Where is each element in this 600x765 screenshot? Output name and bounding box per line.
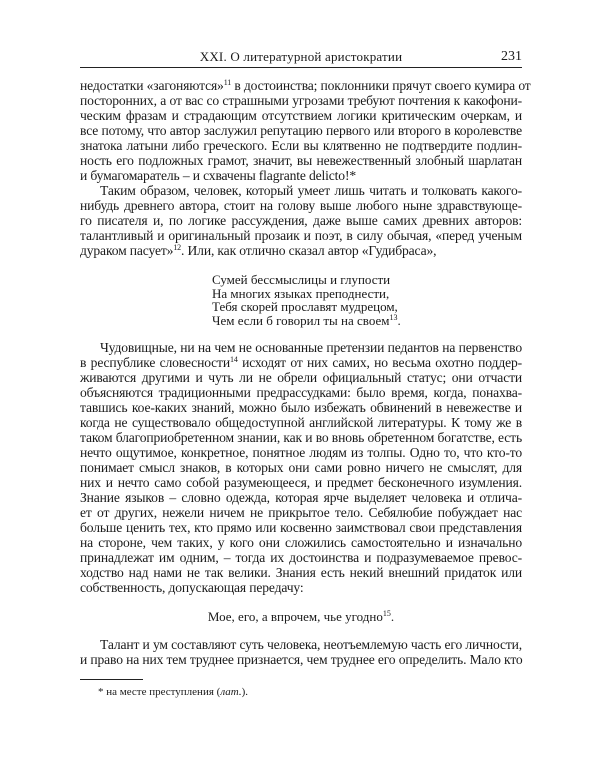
text-line [80,123,522,138]
text: . Или, как отлично сказал автор «Гудибраса», [181,243,437,258]
text: ходство над нами не так велики. Знания есть некий внешний придаток или [80,565,522,580]
text: и право на них тем труднее признается, чем труднее его определить. Мало кто [80,652,523,667]
text-line [80,637,522,652]
verse-line [212,287,401,301]
footnote-rule [80,679,143,680]
text-line [80,370,522,385]
text-line [80,400,522,415]
text-line [80,475,522,490]
text-line [80,385,522,400]
text-line [80,535,522,550]
text: все потому, что автор заслужил репутацию первого или второго в королевстве [80,123,522,138]
text: живаются другими и чуть ли не обрели официальный статус; они отчасти [80,370,522,385]
text-line [80,243,522,258]
text: ет от других, нежели ничем не прикрытое тело. Себялюбие побуждает нас [80,505,522,520]
verse-line [212,314,401,328]
paragraph-3 [80,340,522,595]
footnote-ref: 12 [173,243,182,252]
chapter-title: XXI. О литературной аристократии [199,49,403,64]
text: . [397,312,401,328]
text-line [80,340,522,355]
text-line [80,78,531,93]
text-line [80,580,522,595]
paragraph-1 [80,78,531,183]
text: знатока латыни либо греческого. Если вы клятвенно не подтвердите подлин- [80,138,522,153]
text: Талант и ум составляют суть человека, неотъемлемую часть его личности, [100,637,522,652]
text-line [80,430,522,445]
page-number: 231 [501,49,522,64]
text-line [80,355,522,370]
text-line [80,565,522,580]
footnote-ref: 14 [229,355,238,364]
text: них и нечто само собой разумеющееся, и предмет бесконечного изумления. [80,475,522,490]
verse-line [212,300,401,314]
text: . [390,609,395,624]
text-line [80,198,522,213]
verse-quote [212,273,401,327]
text: собственность, допускающая передачу: [80,580,304,595]
text: на стороне, чем таких, у кого они сложились самостоятельно и изначально [80,535,522,550]
text: объясняются традиционными предрассудками: было время, когда, понахва- [80,385,522,400]
footnote-ref: 11 [223,78,232,87]
text: талантливый и оригинальный прозаик и поэт, в силу обычая, «перед ученым [80,228,522,243]
text: когда не существовало общедоступной английской литературы. К тому же в [80,415,522,430]
text: Чудовищные, ни на чем не основанные претензии педантов на первенство [100,340,522,355]
text-line [80,108,522,123]
text-line [80,520,522,535]
text-line [80,505,522,520]
text-line [80,168,522,183]
text: посторонних, а от вас со страшными угрозами требуют почтения к какофони- [80,93,522,108]
text: недостатки «загоняются» [80,78,224,93]
text-line [80,550,522,565]
text: больше ценить тех, кто прямо или косвенно заимствовал свои представления [80,520,522,535]
text-line [80,183,522,198]
text-line [80,153,522,168]
footnote-abbr: лат. [220,686,242,698]
text: го писателя и, по логике рассуждения, даже выше самих древних авторов: [80,213,522,228]
text: нечто ощутимое, конкретное, понятное людям из толпы. Одно то, что кто-то [80,445,522,460]
text: Чем если б говорил ты на своем [212,312,390,328]
text: ность его подложных грамот, значит, вы невежественный злобный шарлатан [80,153,522,168]
text: в достоинства; поклонники прячут своего кумира от [231,78,531,93]
footnote-marker: * [98,686,107,698]
quote-line [80,609,522,624]
text-line [80,213,522,228]
paragraph-2 [80,183,522,258]
text-line [80,228,522,243]
text: Тебя скорей прославят мудрецом, [212,299,398,314]
text-line [80,93,522,108]
footnote-ref: 15 [382,609,391,618]
text-line [80,415,522,430]
text-line [80,445,522,460]
text: таком благоприобретенном знании, как и во вновь обретенном богатстве, есть [80,430,522,445]
text: Знание языков – словно одежда, которая ярче выделяет человека и отлича- [80,490,522,505]
text-line [80,652,522,667]
text-line [80,138,522,153]
paragraph-4 [80,637,522,667]
text: Мое, его, а впрочем, чье угодно [207,609,383,624]
text: в республике словесности [80,355,230,370]
text: исходят от них самих, но весьма охотно поддер- [237,355,522,370]
text: принадлежат им одним, – тогда их достоинства и подразумеваемое превос- [80,550,522,565]
text: На многих языках преподнести, [212,285,390,301]
text-line [80,490,522,505]
footnote-text: на месте преступления ( [106,686,221,698]
verse-line [212,273,401,287]
running-header [80,49,522,65]
text: ческим фразам и страдающим отсутствием логики критическим очеркам, и [80,108,522,123]
text: и бумагомаратель – и схвачены flagrante delicto!* [80,168,356,183]
text: Таким образом, человек, который умеет лишь читать и толковать какого- [100,183,522,198]
text: тавшись кое-каких знаний, можно было избежать обвинений в невежестве и [80,400,522,415]
footnote-close: ). [241,686,248,698]
text-line [80,460,522,475]
text: понимает смысл знаков, в которых они сами ровно ничего не смыслят, для [80,460,522,475]
text: дураком пасует» [80,243,174,258]
footnote [98,685,248,699]
text: нибудь древнего автора, стоит на голову выше любого ныне здравствующе- [80,198,522,213]
header-rule [80,67,522,68]
text: Сумей бессмыслицы и глупости [212,272,391,287]
footnote-ref: 13 [389,312,398,322]
